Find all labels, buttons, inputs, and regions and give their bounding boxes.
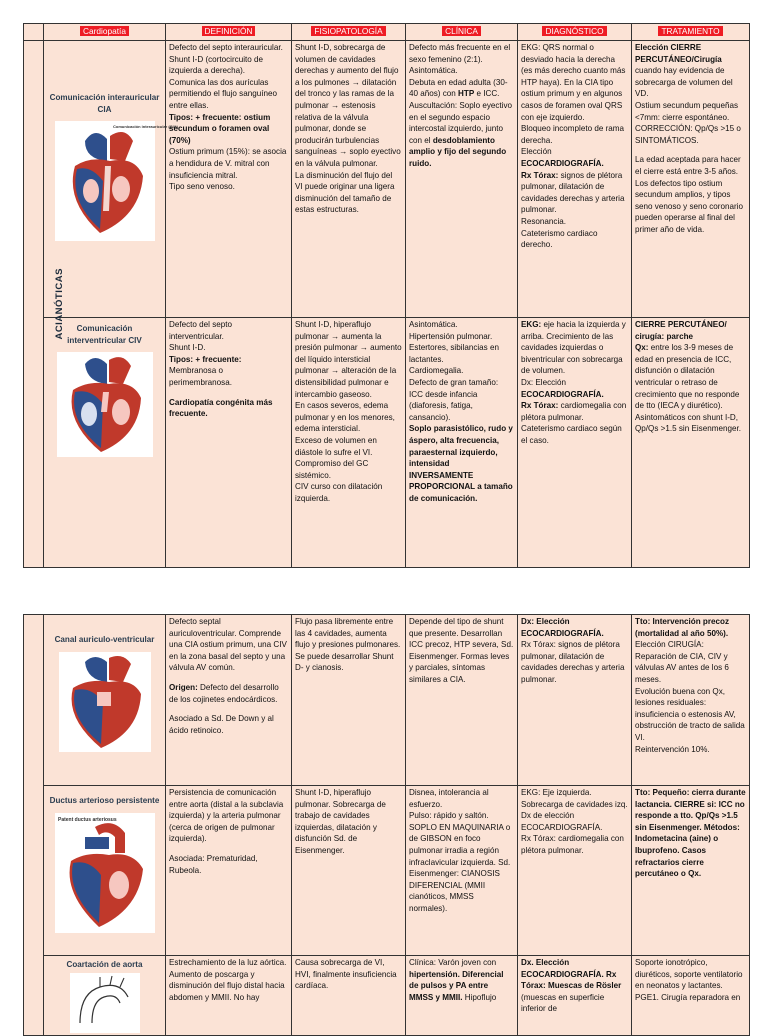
text-span: eje hacia la izquierda y arriba. Crecimiento de las cavidades izquierdas o biventricular con sobrecarga de volumen. (521, 320, 626, 376)
cardiopatia-name: Ductus arterioso persistente (49, 796, 160, 805)
tratamiento-cell (632, 318, 750, 568)
table-row (24, 41, 750, 318)
text-line: Asociado a Sd. De Down y al ácido retinoico. (169, 714, 274, 735)
text-line: Bloqueo incompleto de rama derecha. (521, 124, 625, 145)
text-line: Asintomática. (409, 66, 458, 76)
cardiopatia-cell (44, 318, 166, 568)
diagnostico-cell (518, 41, 632, 318)
text-line: Depende del tipo de shunt que presente. Desarrollan ICC precoz, HTP severa, Sd. Eisenmenger. Formas leves y parciales, síntomas similares a CIA. (409, 617, 514, 684)
definicion-cell (166, 786, 292, 956)
text-line: Soporte ionotrópico, diuréticos, soporte ventilatorio en neonatos y lactantes. PGE1. Cirugía reparadora en (635, 958, 743, 1002)
clinica-cell (406, 956, 518, 1036)
side-header-cell (24, 24, 44, 41)
text-line: Dx de elección ECOCARDIOGRAFÍA. (521, 811, 603, 832)
header-label: Cardiopatía (80, 26, 129, 36)
text-line: EKG: Eje izquierda. Sobrecarga de cavidades izq. (521, 788, 628, 809)
text-span: Debuta en edad adulta (30-40 años) con (409, 77, 508, 99)
clinica-cell (406, 786, 518, 956)
text-line: Causa sobrecarga de VI, HVI, finalmente insuficiencia cardíaca. (295, 958, 397, 991)
text-line: En casos severos, edema pulmonar y en los menores, edema intersticial. (295, 401, 395, 434)
tratamiento-cell (632, 786, 750, 956)
fisiopatologia-cell (292, 615, 406, 786)
text-line: Reintervención 10%. (635, 744, 710, 754)
fisiopatologia-cell (292, 318, 406, 568)
text-line: Flujo pasa libremente entre las 4 cavidades, aumenta flujo y presiones pulmonares. Se puede desarrollar Shunt D- y cianosis. (295, 617, 401, 673)
text-line: Persistencia de comunicación entre aorta (distal a la subclavia izquierda) y la arteria pulmonar (cerca de origen de pulmonar izquierda). (169, 788, 284, 844)
bold-line: Cardiopatía congénita más frecuente. (169, 397, 273, 419)
text-line: La disminución del flujo del VI puede originar una ligera disminución del tamaño de estas estructuras. (295, 170, 395, 215)
text-span: entre los 3-9 meses de edad en presencia de ICC, disfunción o dilatación ventricular o retraso de crecimiento que no responde de tto (IECA y diurético). (635, 343, 740, 411)
diagram-caption: Patent ductus arteriosus (57, 816, 117, 823)
text-line: Asintomática. (409, 320, 458, 329)
text-line: Hipertensión pulmonar. (409, 331, 493, 341)
text-line: Evolución buena con Qx, lesiones residuales: insuficiencia o estenosis AV, obstrucción de tracto de salida VI. (635, 686, 745, 742)
table-acianoticas-1 (23, 23, 750, 568)
diagram-caption: Comunicación interauricular (CIA) (112, 124, 178, 130)
cardiopatia-name: Comunicación interventricular CIV (67, 324, 142, 345)
text-line: Comunica las dos aurículas permitiendo el flujo sanguíneo entre ellas. (169, 77, 277, 110)
text-line: Asintomáticos con shunt I-D, Qp/Qs >1.5 sin Eisenmenger. (635, 412, 741, 434)
text-line: CORRECCIÓN: Qp/Qs >15 o SINTOMÁTICOS. (635, 124, 741, 145)
cardiopatia-cell (44, 956, 166, 1036)
text-line: La edad aceptada para hacer el cierre está entre 3-5 años. Los defectos tipo ostium secundum amplios, y tipos seno venoso y seno coronario pueden operarse al final del primer año de vida. (635, 155, 743, 234)
bold-line: CIERRE PERCUTÁNEO/ cirugía: parche (635, 320, 727, 341)
fisiopatologia-cell (292, 956, 406, 1036)
diagnostico-cell (518, 615, 632, 786)
definicion-cell (166, 41, 292, 318)
text-line: Defecto del septo interauricular. (169, 43, 283, 52)
text-span: signos de plétora pulmonar, dilatación de cavidades derechas y arteria pulmonar. (521, 170, 625, 215)
bold-span: Qx: (635, 343, 649, 353)
bold-span: Elección CIERRE PERCUTÁNEO/Cirugía (635, 43, 722, 64)
text-line: Pulso: rápido y saltón. (409, 811, 489, 821)
text-line: Cateterismo cardiaco según el caso. (521, 424, 622, 445)
text-span: Clínica: Varón joven con (409, 958, 497, 967)
tratamiento-cell (632, 956, 750, 1036)
cardiopatia-cell (44, 786, 166, 956)
bold-span: EKG: (521, 320, 542, 329)
header-label: DEFINICIÓN (202, 26, 256, 36)
header-cardiopatia (44, 24, 166, 41)
bold-span: Tipos: + frecuente: (169, 354, 242, 364)
header-clinica (406, 24, 518, 41)
table-row (24, 786, 750, 956)
definicion-cell (166, 956, 292, 1036)
text-line: Defecto del septo interventricular. (169, 320, 232, 341)
text-line: Defecto más frecuente en el sexo femenino (2:1). (409, 43, 511, 64)
text-line: SOPLO EN MAQUINARIA o de GIBSON en foco pulmonar irradia a región infraclavicular izquierda. Sd. Eisenmenger: CIANOSIS DIFERENCIAL (MMII cianóticos, MMSS normales). (409, 822, 511, 913)
header-tratamiento (632, 24, 750, 41)
table-row (24, 956, 750, 1036)
tratamiento-cell (632, 41, 750, 318)
text-line: Shunt I-D, sobrecarga de volumen de cavidades derechas y aumento del flujo a los pulmones → dilatación del tronco y las ramas de la pulmonar → estenosis relativa de la válvula pulmonar, donde se producirán turbulencias sanguíneas → soplo eyectivo en la válvula pulmonar. (295, 43, 401, 168)
tratamiento-cell (632, 615, 750, 786)
heart-diagram-cia (55, 121, 178, 241)
cardiopatia-name: Coartación de aorta (66, 960, 143, 969)
header-row (24, 24, 750, 41)
header-fisiopatologia (292, 24, 406, 41)
text-line: Shunt I-D, hiperaflujo pulmonar. Sobrecarga de trabajo de cavidades izquierdas, dilatación y disfunción Sd. de Eisenmenger. (295, 788, 386, 855)
text-span: cuando hay evidencia de sobrecarga de volumen del VD. (635, 66, 733, 99)
text-line: Shunt I-D, hiperaflujo pulmonar → aumenta la presión pulmonar → aumento del líquido intersticial pulmonar → alteración de la distensibilidad pulmonar e intercambio gaseoso. (295, 320, 402, 399)
text-line: Defecto de gran tamaño: ICC desde infancia (diaforesis, fatiga, cansancio). (409, 377, 499, 422)
side-label-cell (24, 41, 65, 568)
side-label-cell (24, 615, 44, 1036)
text-line: Shunt I-D (cortocircuito de izquierda a derecha). (169, 54, 264, 76)
diagnostico-cell (518, 318, 632, 568)
header-diagnostico (518, 24, 632, 41)
bold-span: Origen: (169, 682, 198, 692)
heart-diagram-canal-av (59, 652, 151, 752)
bold-line: Tto: Pequeño: cierra durante lactancia. CIERRE si: ICC no responde a tto. Qp/Qs >1.5 sin Eisenmenger. Métodos: Indometacina (aine) o Ibuprofeno. Casos refractarios cierre percutáneo o Qx. (635, 788, 746, 879)
text-line: Defecto septal auriculoventricular. Comprende una CIA ostium primum, una CIV en la zona basal del septo y una válvula AV común. (169, 617, 287, 673)
header-label: DIAGNÓSTICO (542, 26, 606, 36)
text-span: Hipoflujo (462, 992, 497, 1002)
bold-span: hipertensión. Diferencial de pulsos y PA entre MMSS y MMII. (409, 969, 504, 1002)
text-line: Tipo seno venoso. (169, 182, 235, 192)
text-line: Cardiomegalia. (409, 366, 464, 376)
text-span: Membranosa o perimembranosa. (169, 366, 232, 387)
text-line: Dx: Elección (521, 377, 566, 387)
bold-line: ECOCARDIOGRAFÍA. (521, 158, 604, 168)
text-line: Ostium secundum pequeñas <7mm: cierre espontáneo. (635, 100, 739, 122)
text-line: Elección CIRUGÍA: Reparación de CIA, CIV y válvulas AV antes de los 6 meses. (635, 640, 729, 684)
bold-line: Soplo parasistólico, rudo y áspero, alta frecuencia, paraesternal izquierdo, intensidad INVERSAMENTE PROPORCIONAL a tamaño de comunicación. (409, 424, 513, 503)
heart-diagram-coartacion (70, 973, 140, 1033)
text-line: Disnea, intolerancia al esfuerzo. (409, 788, 489, 809)
definicion-cell (166, 615, 292, 786)
bold-span: desdoblamiento amplio y fijo del segundo ruido. (409, 135, 507, 168)
text-span: (muescas en superficie inferior de (521, 992, 605, 1014)
text-line: Shunt I-D. (169, 343, 206, 353)
diagnostico-cell (518, 956, 632, 1036)
text-line: Estrechamiento de la luz aórtica. Aumento de poscarga y disminución del flujo distal hacia abdomen y MMII. No hay (169, 958, 287, 1002)
clinica-cell (406, 615, 518, 786)
cardiopatia-name: Canal auriculo-ventricular (54, 635, 155, 644)
text-line: EKG: QRS normal o desviado hacia la derecha (es más derecho cuanto más HTP haya). En la CIA tipo ostium primum y en algunos casos de foramen oval QRS con eje izquierdo. (521, 43, 626, 122)
text-line: Estertores, sibilancias en lactantes. (409, 343, 499, 364)
header-definicion (166, 24, 292, 41)
table-row (24, 615, 750, 786)
bold-span: HTP (458, 89, 475, 99)
clinica-cell (406, 318, 518, 568)
fisiopatologia-cell (292, 41, 406, 318)
header-label: FISIOPATOLOGÍA (311, 26, 385, 36)
text-line: Rx Tórax: signos de plétora pulmonar, dilatación de cavidades derechas y arteria pulmonar. (521, 640, 625, 684)
table-acianoticas-2 (23, 614, 750, 1036)
side-label: ACIANÓTICAS (53, 268, 65, 340)
heart-diagram-civ (57, 352, 153, 457)
cardiopatia-name: Comunicación interauricular CIA (49, 93, 160, 114)
definicion-cell (166, 318, 292, 568)
bold-span: Rx Tórax: (521, 170, 559, 180)
bold-line: ECOCARDIOGRAFÍA. (521, 389, 604, 399)
header-label: TRATAMIENTO (658, 26, 722, 36)
bold-span: Dx. Elección ECOCARDIOGRAFÍA. Rx Tórax: Muescas de Rösler (521, 958, 622, 991)
text-span: cardiomegalia con plétora pulmonar. (521, 401, 627, 422)
cardiopatia-cell (44, 615, 166, 786)
text-line: Exceso de volumen en diástole lo sufre el VI. Compromiso del GC sistémico. (295, 435, 377, 480)
heart-diagram-ductus (55, 813, 155, 933)
text-line: Resonancia. (521, 216, 566, 226)
text-line: Rx Tórax: cardiomegalia con plétora pulmonar. (521, 834, 624, 855)
text-line: CIV curso con dilatación izquierda. (295, 482, 383, 503)
diagnostico-cell (518, 786, 632, 956)
text-line: Elección (521, 147, 552, 157)
bold-span: Rx Tórax: (521, 401, 559, 411)
clinica-cell (406, 41, 518, 318)
bold-line: Tto: Intervención precoz (mortalidad al año 50%). (635, 617, 729, 638)
header-label: CLÍNICA (442, 26, 481, 36)
bold-line: Tipos: + frecuente: ostium secundum o foramen oval (70%) (169, 112, 271, 145)
text-span: e ICC. Auscultación: Soplo eyectivo en el segundo espacio intercostal izquierdo, junto con el (409, 89, 513, 145)
fisiopatologia-cell (292, 786, 406, 956)
table-row (24, 318, 750, 568)
text-line: Asociada: Prematuridad, Rubeola. (169, 853, 258, 875)
text-span: Defecto del desarrollo de los cojinetes endocárdicos. (169, 682, 279, 704)
text-line: Ostium primum (15%): se asocia a hendidura de V. mitral con insuficiencia mitral. (169, 147, 287, 180)
text-line: Cateterismo cardiaco derecho. (521, 228, 598, 250)
bold-line: Dx: Elección ECOCARDIOGRAFÍA. (521, 617, 604, 638)
